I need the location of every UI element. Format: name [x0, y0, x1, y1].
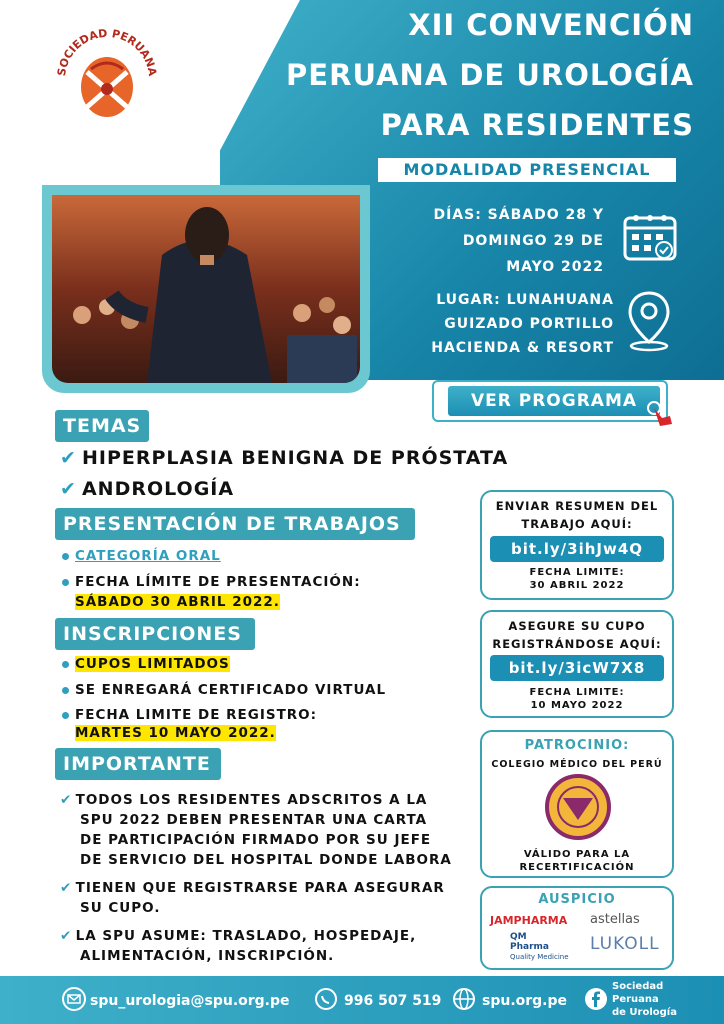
place-line-1: LUGAR: LUNAHUANA [436, 292, 614, 308]
check-icon: ✔ [60, 792, 72, 808]
resumen-link[interactable]: bit.ly/3ihJw4Q [490, 536, 664, 562]
importante-2-line-1: TIENEN QUE REGISTRARSE PARA ASEGURAR [75, 880, 445, 896]
temas-header: TEMAS [55, 410, 149, 442]
cupo-title-1: ASEGURE SU CUPO [508, 619, 646, 633]
fb-line-3: de Urología [612, 1007, 677, 1018]
speaker-photo [52, 195, 360, 383]
sponsor-astellas: astellas [590, 912, 640, 927]
category-item [62, 548, 221, 564]
certificado-label: SE ENREGARÁ CERTIFICADO VIRTUAL [75, 682, 387, 698]
resumen-deadline [482, 566, 672, 592]
inscripcion-item-3 [62, 706, 317, 742]
ver-programa-button[interactable]: VER PROGRAMA [448, 386, 660, 416]
check-icon: ✔ [60, 447, 76, 469]
sponsor-jampharma: JAMPHARMA [490, 914, 568, 927]
resumen-title [482, 497, 672, 533]
qm-line-1: QM [510, 932, 527, 942]
patrocinio-org: COLEGIO MÉDICO DEL PERÚ [491, 759, 663, 770]
importante-1-line-3: DE PARTICIPACIÓN FIRMADO POR SU JEFE [80, 832, 432, 848]
sponsor-qm-pharma [510, 932, 569, 962]
bullet-dot [62, 661, 69, 668]
logo-text: SOCIEDAD PERUANA [55, 26, 160, 77]
cupo-title-2: REGISTRÁNDOSE AQUÍ: [492, 637, 662, 651]
cupo-deadline-label: FECHA LIMITE: [529, 687, 625, 698]
colegio-medico-seal [545, 774, 611, 844]
valid-line-2: RECERTIFICACIÓN [519, 862, 635, 873]
importante-header: IMPORTANTE [55, 748, 221, 780]
inscripciones-header: INSCRIPCIONES [55, 618, 255, 650]
fb-line-2: Peruana [612, 994, 659, 1005]
importante-2-line-2: SU CUPO. [80, 900, 161, 916]
registro-value: MARTES 10 MAYO 2022. [75, 725, 276, 741]
cupo-title [482, 617, 672, 653]
title-line-3: PARA RESIDENTES [380, 108, 694, 142]
importante-3-line-2: ALIMENTACIÓN, INSCRIPCIÓN. [80, 948, 335, 964]
valid-line-1: VÁLIDO PARA LA [523, 849, 631, 860]
registro-label: FECHA LIMITE DE REGISTRO: [75, 707, 318, 723]
footer-web[interactable]: spu.org.pe [482, 993, 568, 1009]
resumen-title-1: ENVIAR RESUMEN DEL [495, 499, 659, 513]
days-line-2: DOMINGO 29 DE [462, 233, 604, 249]
days-line-1: DÍAS: SÁBADO 28 Y [433, 207, 604, 223]
importante-1-line-4: DE SERVICIO DEL HOSPITAL DONDE LABORA [80, 852, 452, 868]
footer-facebook[interactable] [612, 980, 677, 1019]
qm-line-3: Quality Medicine [510, 953, 569, 961]
tema-label-2: ANDROLOGÍA [81, 478, 235, 500]
inscripcion-item-2 [62, 682, 386, 698]
auspicio-title: AUSPICIO [538, 892, 616, 907]
bullet-dot [62, 553, 69, 560]
cupos-limitados: CUPOS LIMITADOS [75, 656, 230, 672]
event-place [431, 290, 614, 358]
category-label[interactable]: CATEGORÍA ORAL [75, 548, 221, 564]
place-line-3: HACIENDA & RESORT [431, 340, 614, 356]
importante-item-2 [60, 878, 445, 918]
spu-logo [45, 15, 165, 135]
sponsor-lukoll: LUKOLL [590, 934, 660, 954]
cupo-deadline [482, 686, 672, 712]
importante-1-line-2: SPU 2022 DEBEN PRESENTAR UNA CARTA [80, 812, 428, 828]
deadline-item [62, 572, 361, 612]
event-days [433, 205, 604, 277]
inscripcion-item-1 [62, 656, 230, 672]
title-line-2: PERUANA DE UROLOGÍA [286, 58, 694, 92]
footer-phone[interactable]: 996 507 519 [344, 993, 442, 1009]
tema-item-1 [60, 447, 508, 469]
footer-email[interactable]: spu_urologia@spu.org.pe [90, 993, 290, 1009]
calendar-icon [622, 210, 678, 266]
importante-item-3 [60, 926, 416, 966]
bullet-dot [62, 579, 69, 586]
check-icon: ✔ [60, 478, 76, 500]
patrocinio-title: PATROCINIO: [524, 738, 630, 753]
bullet-dot [62, 687, 69, 694]
check-icon: ✔ [60, 928, 72, 944]
location-pin-icon [626, 290, 672, 356]
importante-3-line-1: LA SPU ASUME: TRASLADO, HOSPEDAJE, [75, 928, 417, 944]
place-line-2: GUIZADO PORTILLO [444, 316, 614, 332]
title-line-1: XII CONVENCIÓN [408, 8, 694, 42]
fb-line-1: Sociedad [612, 981, 664, 992]
presentacion-header: PRESENTACIÓN DE TRABAJOS [55, 508, 415, 540]
hand-pointer-icon [644, 398, 676, 432]
patrocinio-valid [482, 848, 672, 874]
facebook-icon [584, 987, 608, 1011]
qm-line-2: Pharma [510, 942, 549, 952]
importante-item-1 [60, 790, 452, 870]
deadline-label: FECHA LÍMITE DE PRESENTACIÓN: [75, 574, 361, 590]
days-line-3: MAYO 2022 [506, 259, 604, 275]
email-icon [62, 987, 86, 1011]
cupo-deadline-value: 10 MAYO 2022 [530, 700, 624, 711]
tema-item-2 [60, 478, 234, 500]
deadline-value: SÁBADO 30 ABRIL 2022. [75, 594, 280, 610]
resumen-title-2: TRABAJO AQUÍ: [521, 517, 633, 531]
bullet-dot [62, 712, 69, 719]
resumen-deadline-value: 30 ABRIL 2022 [529, 580, 625, 591]
importante-1-line-1: TODOS LOS RESIDENTES ADSCRITOS A LA [75, 792, 428, 808]
modality-label: MODALIDAD PRESENCIAL [378, 158, 676, 182]
cupo-link[interactable]: bit.ly/3icW7X8 [490, 655, 664, 681]
resumen-deadline-label: FECHA LIMITE: [529, 567, 625, 578]
tema-label-1: HIPERPLASIA BENIGNA DE PRÓSTATA [81, 447, 509, 469]
whatsapp-icon [314, 987, 338, 1011]
check-icon: ✔ [60, 880, 72, 896]
globe-icon [452, 987, 476, 1011]
